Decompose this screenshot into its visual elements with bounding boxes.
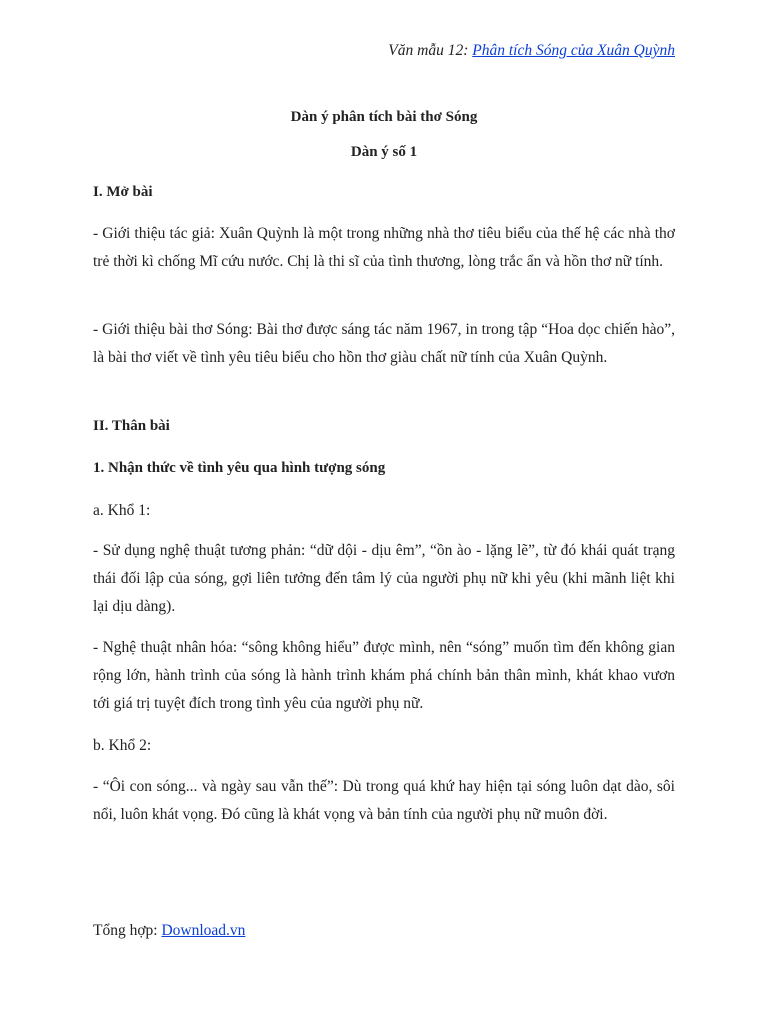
- label-kho-2: b. Khổ 2:: [93, 737, 152, 754]
- paragraph-kho2: [93, 773, 675, 829]
- document-title: Dàn ý phân tích bài thơ Sóng: [290, 109, 478, 125]
- heading-than-bai: II. Thân bài: [93, 418, 170, 434]
- paragraph-kho1-personification: [93, 634, 675, 718]
- paragraph-kho1-contrast: [93, 537, 675, 621]
- paragraph-author-intro: [93, 220, 675, 276]
- header-prefix: Văn mẫu 12:: [388, 42, 473, 59]
- heading-mo-bai: I. Mở bài: [93, 184, 153, 200]
- footer-link[interactable]: Download.vn: [161, 922, 246, 939]
- document-subtitle: Dàn ý số 1: [350, 144, 418, 160]
- header-link[interactable]: Phân tích Sóng của Xuân Quỳnh: [472, 42, 675, 59]
- label-kho-1: a. Khổ 1:: [93, 502, 151, 519]
- paragraph-text: - “Ôi con sóng... và ngày sau vẫn thế”: Dù trong quá khứ hay hiện tại sóng luôn dạt dào, sôi nổi, luôn khát vọng. Đó cũng là khát vọng và bản tính của người phụ nữ muôn đời.: [93, 778, 675, 823]
- page-footer: [93, 922, 245, 940]
- footer-prefix: Tổng hợp:: [93, 922, 162, 939]
- paragraph-text: - Giới thiệu tác giả: Xuân Quỳnh là một trong những nhà thơ tiêu biểu của thế hệ các nhà thơ trẻ thời kì chống Mĩ cứu nước. Chị là thi sĩ của tình thương, lòng trắc ẩn và hồn thơ nữ tính.: [93, 225, 675, 270]
- paragraph-poem-intro: [93, 316, 675, 372]
- paragraph-text: - Nghệ thuật nhân hóa: “sông không hiểu” được mình, nên “sóng” muốn tìm đến không gian rộng lớn, hành trình của sóng là hành trình khám phá chính bản thân mình, khát khao vươn tới giá trị tuyệt đích trong tình yêu của người phụ nữ.: [93, 639, 675, 712]
- page-header: [388, 42, 675, 60]
- paragraph-text: - Sử dụng nghệ thuật tương phản: “dữ dội - dịu êm”, “ồn ào - lặng lẽ”, từ đó khái quát trạng thái đối lập của sóng, gợi liên tưởng đến tâm lý của người phụ nữ khi yêu (khi mãnh liệt khi lại dịu dàng).: [93, 542, 675, 615]
- heading-section-1: 1. Nhận thức về tình yêu qua hình tượng sóng: [93, 460, 386, 476]
- paragraph-text: - Giới thiệu bài thơ Sóng: Bài thơ được sáng tác năm 1967, in trong tập “Hoa dọc chiến hào”, là bài thơ viết về tình yêu tiêu biểu cho hồn thơ giàu chất nữ tính của Xuân Quỳnh.: [93, 321, 675, 366]
